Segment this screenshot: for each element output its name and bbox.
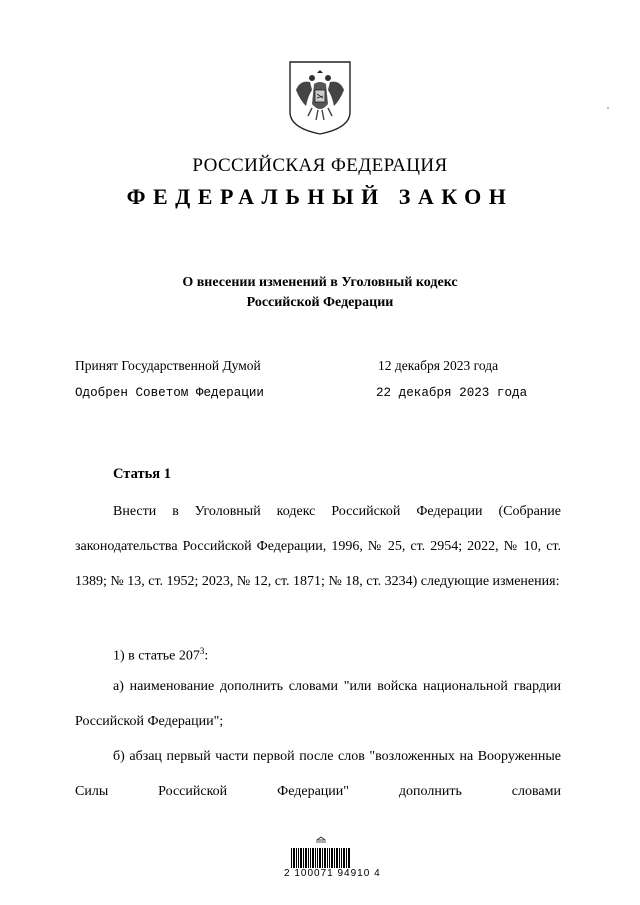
item-1-text: 1) в статье 207 bbox=[113, 648, 200, 664]
article-paragraph-intro bbox=[75, 494, 561, 599]
item-a-text: а) наименование дополнить словами "или войска национальной гвардии Российской Федерации"; bbox=[75, 679, 561, 729]
country-name: РОССИЙСКАЯ ФЕДЕРАЦИЯ bbox=[192, 155, 448, 176]
intro-text: Внести в Уголовный кодекс Российской Федерации (Собрание законодательства Российской Федерации, 1996, № 25, ст. 2954; 2022, № 10, ст. 1389; № 13, ст. 1952; 2023, № 12, ст. 1871; № 18, ст. 3234) следующие изменения: bbox=[75, 504, 561, 589]
article-item-b bbox=[75, 739, 561, 809]
subject-line-1: О внесении изменений в Уголовный кодекс bbox=[182, 275, 458, 290]
barcode-number: 2 100071 94910 4 bbox=[284, 868, 381, 879]
scan-speck bbox=[607, 107, 609, 109]
item-1-colon: : bbox=[204, 648, 209, 664]
duma-adopted-date: 12 декабря 2023 года bbox=[378, 358, 499, 373]
subject-line-2: Российской Федерации bbox=[246, 295, 394, 310]
law-subject bbox=[0, 273, 640, 313]
council-approved-label: Одобрен Советом Федерации bbox=[75, 386, 264, 400]
article-item-1 bbox=[75, 634, 561, 674]
council-approved-date: 22 декабря 2023 года bbox=[376, 386, 528, 400]
item-1-superscript: 3 bbox=[199, 646, 205, 656]
law-type-title: ФЕДЕРАЛЬНЫЙ ЗАКОН bbox=[126, 184, 514, 209]
article-title: Статья 1 bbox=[113, 466, 171, 482]
duma-adopted-label: Принят Государственной Думой bbox=[75, 358, 261, 373]
coat-of-arms-icon bbox=[288, 60, 352, 136]
item-b-text: б) абзац первый части первой после слов "возложенных на Вооруженные Силы Российской Федерации" дополнить словами bbox=[75, 749, 561, 799]
article-item-a bbox=[75, 669, 561, 739]
